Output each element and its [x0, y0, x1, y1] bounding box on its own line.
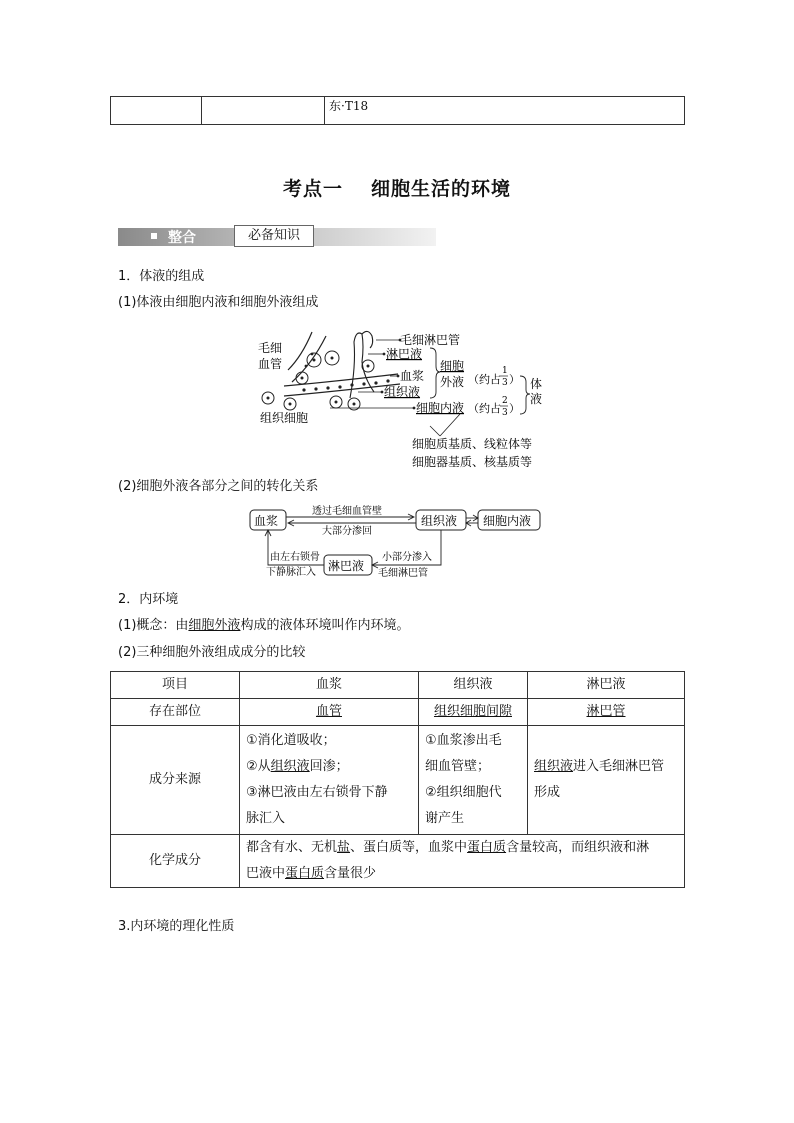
label-lymph: 淋巴液 [386, 347, 423, 361]
table-cell: 组织细胞间隙 [419, 699, 528, 726]
fraction-numerator: 1 [502, 366, 508, 376]
comparison-table [110, 671, 685, 888]
row-label: 化学成分 [111, 835, 240, 888]
arrow-label: 大部分渗回 [322, 526, 372, 537]
fraction-denominator: 3 [502, 378, 508, 388]
table-cell: 都含有水、无机盐、蛋白质等，血浆中蛋白质含量较高，而组织液和淋 巴液中蛋白质含量很少 [240, 835, 685, 888]
arrow-label: 由左右锁骨 [270, 552, 320, 563]
row-label: 成分来源 [111, 726, 240, 835]
top-table-fragment [110, 96, 685, 125]
table-header-row [111, 672, 685, 699]
section-3-heading: 3.内环境的理化性质 [118, 919, 235, 934]
arrow-label: 下静脉汇入 [266, 567, 316, 578]
concept-line: (1)概念：由细胞外液构成的液体环境叫作内环境。 [118, 618, 410, 633]
label-tissue-fluid: 组织液 [384, 385, 421, 399]
fraction-suffix: ） [509, 402, 520, 415]
page-title: 考点一 细胞生活的环境 [282, 178, 512, 200]
table-cell: ①消化道吸收； ②从组织液回渗； ③淋巴液由左右锁骨下静 脉汇入 [240, 726, 419, 835]
top-table-cell [202, 97, 325, 125]
note-line: 细胞质基质、线粒体等 [412, 437, 533, 451]
section-1-sub1: (1)体液由细胞内液和细胞外液组成 [118, 295, 319, 310]
label-intracellular: 细胞内液 [416, 401, 465, 415]
label-lymph-capillary: 毛细淋巴管 [400, 333, 461, 347]
fraction-prefix: （约占 [468, 373, 501, 386]
fraction-suffix: ） [509, 373, 520, 386]
label-extracellular: 细胞 [440, 359, 465, 373]
label-body-fluid: 体 [530, 377, 543, 391]
label-body-fluid: 液 [530, 392, 543, 406]
table-row [111, 726, 685, 835]
table-header: 项目 [111, 672, 240, 699]
table-cell: ①血浆渗出毛 细血管壁； ②组织细胞代 谢产生 [419, 726, 528, 835]
box-intracellular-label: 细胞内液 [483, 514, 532, 528]
table-header: 淋巴液 [528, 672, 685, 699]
table-cell: 血管 [240, 699, 419, 726]
table-row [111, 835, 685, 888]
label-capillary: 血管 [258, 357, 283, 371]
vessel-wall [284, 384, 400, 396]
table-header: 血浆 [240, 672, 419, 699]
brace-icon [430, 348, 440, 398]
arrow-label: 小部分渗入 [382, 552, 432, 563]
arrow-label: 毛细淋巴管 [378, 568, 428, 579]
label-capillary: 毛细 [258, 341, 283, 355]
top-table-cell: 东·T18 [325, 97, 685, 125]
table-cell: 淋巴管 [528, 699, 685, 726]
label-tissue-cell: 组织细胞 [260, 411, 309, 425]
table-cell: 组织液进入毛细淋巴管 形成 [528, 726, 685, 835]
label-plasma: 血浆 [400, 369, 425, 383]
note-line: 细胞器基质、核基质等 [412, 455, 533, 469]
label-extracellular: 外液 [440, 375, 465, 389]
table-row [111, 699, 685, 726]
body-fluid-diagram [250, 326, 550, 472]
section-banner [118, 226, 436, 250]
section-2-heading: 2．内环境 [118, 592, 179, 607]
banner-label: 必备知识 [234, 225, 314, 247]
fraction-prefix: （约占 [468, 402, 501, 415]
table-header: 组织液 [419, 672, 528, 699]
blood-cells [302, 353, 389, 392]
section-2-sub2: (2)三种细胞外液组成成分的比较 [118, 645, 306, 660]
brace-icon [520, 376, 530, 414]
section-1-sub2: (2)细胞外液各部分之间的转化关系 [118, 479, 319, 494]
top-table-cell [111, 97, 202, 125]
box-lymph-label: 淋巴液 [328, 559, 365, 573]
row-label: 存在部位 [111, 699, 240, 726]
banner-tag: 整合 [168, 230, 196, 246]
section-1-heading: 1．体液的组成 [118, 269, 205, 284]
arrow-label: 透过毛细血管壁 [312, 506, 382, 517]
fluid-conversion-diagram [248, 503, 548, 581]
fraction-denominator: 3 [502, 408, 508, 418]
square-bullet-icon [151, 233, 157, 239]
box-tissue-fluid-label: 组织液 [421, 514, 458, 528]
fraction-numerator: 2 [502, 396, 508, 406]
box-plasma-label: 血浆 [254, 514, 279, 528]
